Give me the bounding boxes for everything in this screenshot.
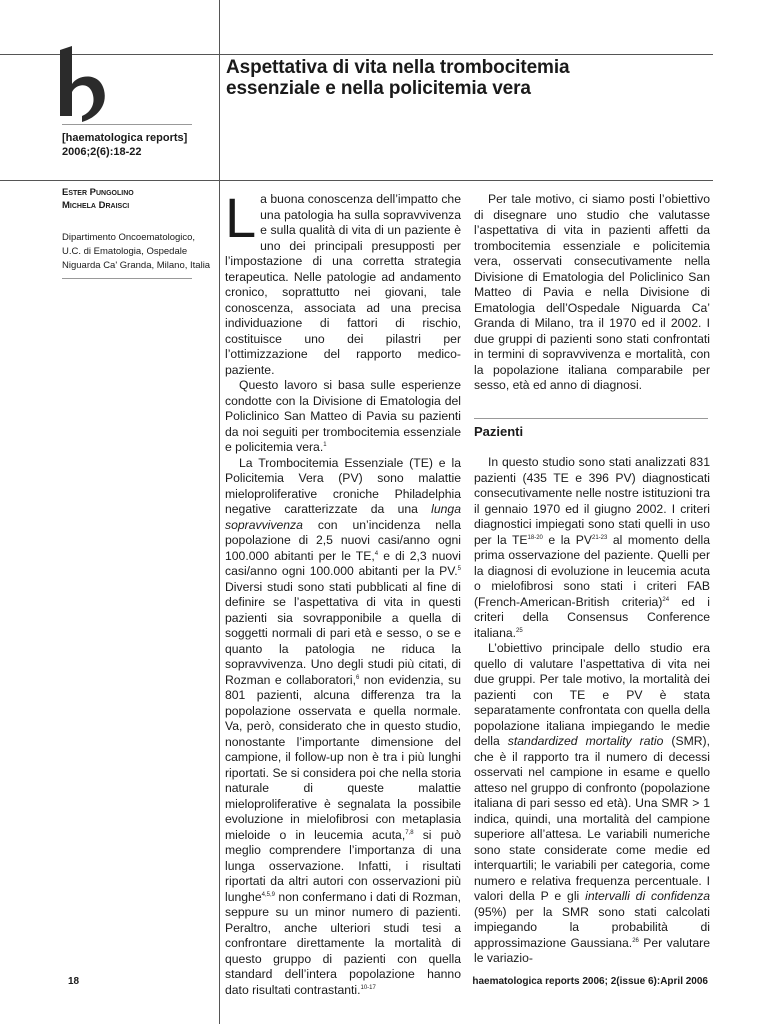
journal-citation xyxy=(62,131,212,159)
vertical-divider xyxy=(219,0,220,1024)
section-heading: Pazienti xyxy=(474,424,524,439)
running-footer: haematologica reports 2006; 2(issue 6):April 2006 xyxy=(472,976,708,987)
body-column-2-section xyxy=(474,455,710,967)
page-number: 18 xyxy=(68,976,80,987)
paragraph: Questo lavoro si basa sulle esperienze condotte con la Divisione di Ematologia del Policlinico San Matteo di Pavia su pazienti da noi seguiti per trombocitemia essenziale e policitemia vera.$^1$ xyxy=(225,378,461,454)
body-column-2 xyxy=(474,192,710,394)
affiliation: Dipartimento Oncoematologico, U.C. di Ematologia, Ospedale Niguarda Ca' Granda, Milano, Italia xyxy=(62,232,211,271)
author-name: Ester Pungolino xyxy=(62,187,134,198)
journal-name: [haematologica reports] xyxy=(62,132,188,144)
body-column-1 xyxy=(225,186,461,998)
title-line-1: Aspettativa di vita nella trombocitemia xyxy=(226,57,570,78)
logo-rule xyxy=(62,124,192,125)
paragraph: L’obiettivo principale dello studio era quello di valutare l’aspettativa di vita nei due gruppi. Per tale motivo, la mortalità dei pazienti con TE e PV è stata separatamente confrontata con quella della popolazione italiana impiegando le medie della standardized mortality ratio (SMR), che è il rapporto tra il numero di decessi osservati nel campione in esame e quello atteso nel gruppo di confronto (popolazione italiana di pari sesso ed età). Una SMR > 1 indica, quindi, una mortalità del campione superiore all’attesa. Le variabili numeriche sono state considerate come medie ed interquartili; le variabili per categoria, come numero e relativa frequenza percentuale. I valori della P e gli intervalli di confidenza (95%) per la SMR sono stati calcolati impiegando la probabilità di approssimazione Gaussiana.$^{26}$ Per valutare le variazio- xyxy=(474,641,710,965)
journal-logo xyxy=(56,44,116,124)
paragraph: In questo studio sono stati analizzati 831 pazienti (435 TE e 396 PV) diagnosticati consecutivamente nelle nostre istituzioni tra il gennaio 1970 ed il giugno 2002. I criteri diagnostici impiegati sono stati quelli in uso per la TE$^{18-20}$ e la PV$^{21-23}$ al momento della prima osservazione del paziente. Quelli per la diagnosi di evoluzione in leucemia acuta o mielofibrosi sono stati i criteri FAB (French-American-British criteria)$^{24}$ ed i criteri della Consensus Conference italiana.$^{25}$ xyxy=(474,455,710,640)
paragraph: La Trombocitemia Essenziale (TE) e la Policitemia Vera (PV) sono malattie mieloproliferative croniche Philadelphia negative caratterizzate da una lunga sopravvivenza con un’incidenza nella popolazione di 2,5 nuovi casi/anno ogni 100.000 abitanti per le TE,$^4$ e di 2,3 nuovi casi/anno ogni 100.000 abitanti per la PV.$^5$ Diversi studi sono stati pubblicati al fine di definire se l’aspettativa di vita in questi pazienti sia sovrapponibile a quella di soggetti normali di pari età e sesso, o se e quanto la patologia ne riduca la sopravvivenza. Uno degli studi più citati, di Rozman e collaboratori,$^6$ non evidenzia, su 801 pazienti, alcuna differenza tra la popolazione osservata e quella normale. Va, però, considerato che in questo studio, nonostante l’importante dimensione del campione, il follow-up non è tra i più lunghi riportati. Se si considera poi che nella storia naturale di queste malattie mieloproliferative è segnalata la possibile evoluzione in mielofibrosi con metaplasia mieloide o in leucemia acuta,$^{7,8}$ si può meglio comprendere l’importanza di una lunga osservazione. Infatti, i risultati riportati da altri autori con osservazioni più lunghe$^{4,5,9}$ non confermano i dati di Rozman, seppure su un minor numero di pazienti. Peraltro, anche ulteriori studi tesi a confrontare direttamente la mortalità di questo gruppo di pazienti con quella standard dell’intera popolazione hanno dato risultati contrastanti.$^{10-17}$ xyxy=(225,455,461,997)
author-name: Michela Draisci xyxy=(62,200,130,211)
drop-cap: L xyxy=(225,186,257,249)
header-rule-bottom xyxy=(0,180,713,181)
section-rule xyxy=(474,418,708,419)
article-title xyxy=(226,57,746,99)
journal-issue: 2006;2(6):18-22 xyxy=(62,146,142,158)
author-list xyxy=(62,186,212,212)
paragraph: La buona conoscenza dell’impatto che una patologia ha sulla sopravvivenza e sulla qualità di vita di un paziente è uno dei principali presupposti per l’impostazione di una corretta strategia terapeutica. Nelle patologie ad andamento cronico, soprattutto nei giovani, tale conoscenza, associata ad una precisa individuazione di fattori di rischio, costituisce uno dei pilastri per l’ottimizzazione del rapporto medico-paziente. xyxy=(225,186,461,377)
affiliation-rule xyxy=(62,278,192,279)
title-line-2: essenziale e nella policitemia vera xyxy=(226,78,531,99)
paragraph: Per tale motivo, ci siamo posti l’obiettivo di disegnare uno studio che valutasse l’aspettativa di vita in pazienti affetti da trombocitemia essenziale e policitemia vera, osservati consecutivamente nella Divisione di Ematologia del Policlinico San Matteo di Pavia e nella Divisione di Ematologia dell’Ospedale Niguarda Ca’ Granda di Milano, tra il 1970 ed il 2002. I due gruppi di pazienti sono stati confrontati in termini di sopravvivenza e mortalità, con la popolazione italiana comparabile per sesso, età ed anno di diagnosi. xyxy=(474,192,710,392)
